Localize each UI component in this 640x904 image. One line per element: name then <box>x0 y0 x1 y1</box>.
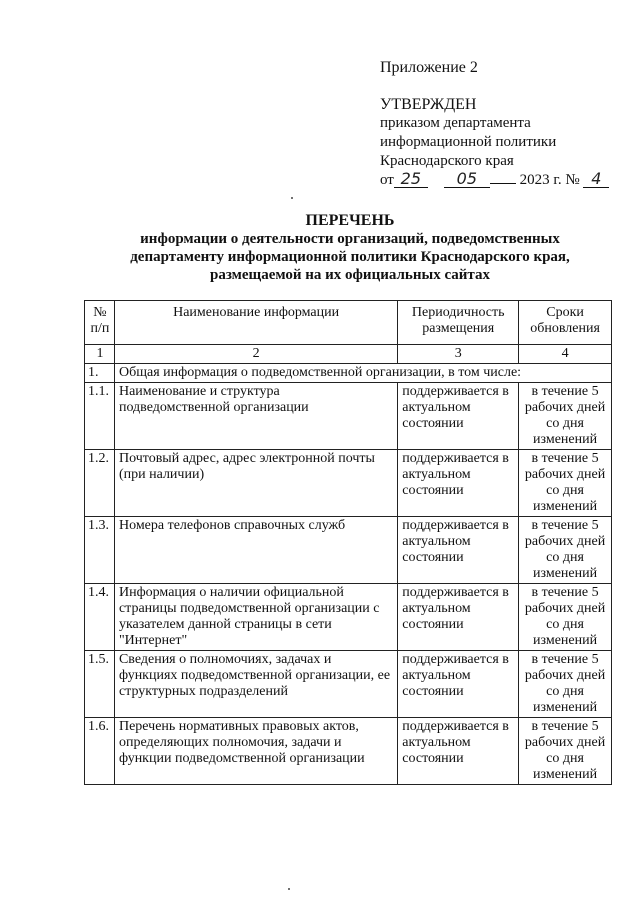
section-number: 1. <box>85 364 115 383</box>
row-update: в течение 5 рабочих дней со дня изменений <box>519 718 612 785</box>
table-row <box>85 718 612 785</box>
appendix-label: Приложение 2 <box>380 59 478 76</box>
handwritten-number: 4 <box>583 171 609 188</box>
row-update: в течение 5 рабочих дней со дня изменений <box>519 383 612 450</box>
row-update: в течение 5 рабочих дней со дня изменений <box>519 584 612 651</box>
row-name: Номера телефонов справочных служб <box>114 517 397 584</box>
row-number: 1.4. <box>85 584 115 651</box>
table-row <box>85 584 612 651</box>
approval-date-line <box>380 171 630 190</box>
section-text: Общая информация о подведомственной организации, в том числе: <box>114 364 611 383</box>
scan-speck <box>288 888 290 890</box>
row-update: в течение 5 рабочих дней со дня изменений <box>519 651 612 718</box>
handwritten-month: 05 <box>444 171 490 188</box>
row-update: в течение 5 рабочих дней со дня изменений <box>519 517 612 584</box>
row-name: Наименование и структура подведомственной организации <box>114 383 397 450</box>
information-list-table <box>84 300 612 785</box>
row-period: поддерживается в актуальном состоянии <box>398 651 519 718</box>
row-name: Почтовый адрес, адрес электронной почты (при наличии) <box>114 450 397 517</box>
row-number: 1.2. <box>85 450 115 517</box>
column-number: 4 <box>519 345 612 364</box>
row-period: поддерживается в актуальном состоянии <box>398 718 519 785</box>
table-row <box>85 450 612 517</box>
table-row <box>85 651 612 718</box>
approval-line: приказом департамента <box>380 115 531 131</box>
date-prefix: от <box>380 172 394 188</box>
heading-title: ПЕРЕЧЕНЬ <box>305 212 395 229</box>
heading-subtitle-line: информации о деятельности организаций, подведомственных <box>140 231 560 247</box>
approved-label: УТВЕРЖДЕН <box>380 96 477 113</box>
approval-block <box>380 58 630 190</box>
column-header-name: Наименование информации <box>114 301 397 345</box>
handwritten-day: 25 <box>394 171 428 188</box>
column-header-number: № п/п <box>85 301 115 345</box>
column-number: 2 <box>114 345 397 364</box>
section-row <box>85 364 612 383</box>
column-number: 3 <box>398 345 519 364</box>
row-number: 1.1. <box>85 383 115 450</box>
table-header-row <box>85 301 612 345</box>
table-row <box>85 517 612 584</box>
row-name: Сведения о полномочиях, задачах и функциях подведомственной организации, ее структурных подразделений <box>114 651 397 718</box>
date-year-number: 2023 г. № <box>519 172 580 188</box>
row-number: 1.5. <box>85 651 115 718</box>
table-row <box>85 383 612 450</box>
row-number: 1.3. <box>85 517 115 584</box>
approval-line: Краснодарского края <box>380 153 514 169</box>
scan-speck <box>291 197 293 199</box>
heading-subtitle-line: размещаемой на их официальных сайтах <box>210 267 490 283</box>
column-numbers-row <box>85 345 612 364</box>
column-header-update: Сроки обновления <box>519 301 612 345</box>
row-period: поддерживается в актуальном состоянии <box>398 383 519 450</box>
column-header-period: Периодичность размещения <box>398 301 519 345</box>
row-update: в течение 5 рабочих дней со дня изменений <box>519 450 612 517</box>
heading-subtitle-line: департаменту информационной политики Краснодарского края, <box>130 249 570 265</box>
approval-line: информационной политики <box>380 134 557 150</box>
row-period: поддерживается в актуальном состоянии <box>398 584 519 651</box>
row-name: Перечень нормативных правовых актов, определяющих полномочия, задачи и функции подведомственной организации <box>114 718 397 785</box>
row-number: 1.6. <box>85 718 115 785</box>
row-period: поддерживается в актуальном состоянии <box>398 450 519 517</box>
column-number: 1 <box>85 345 115 364</box>
row-period: поддерживается в актуальном состоянии <box>398 517 519 584</box>
document-heading <box>70 212 630 284</box>
row-name: Информация о наличии официальной страницы подведомственной организации с указателем данной страницы в сети "Интернет" <box>114 584 397 651</box>
